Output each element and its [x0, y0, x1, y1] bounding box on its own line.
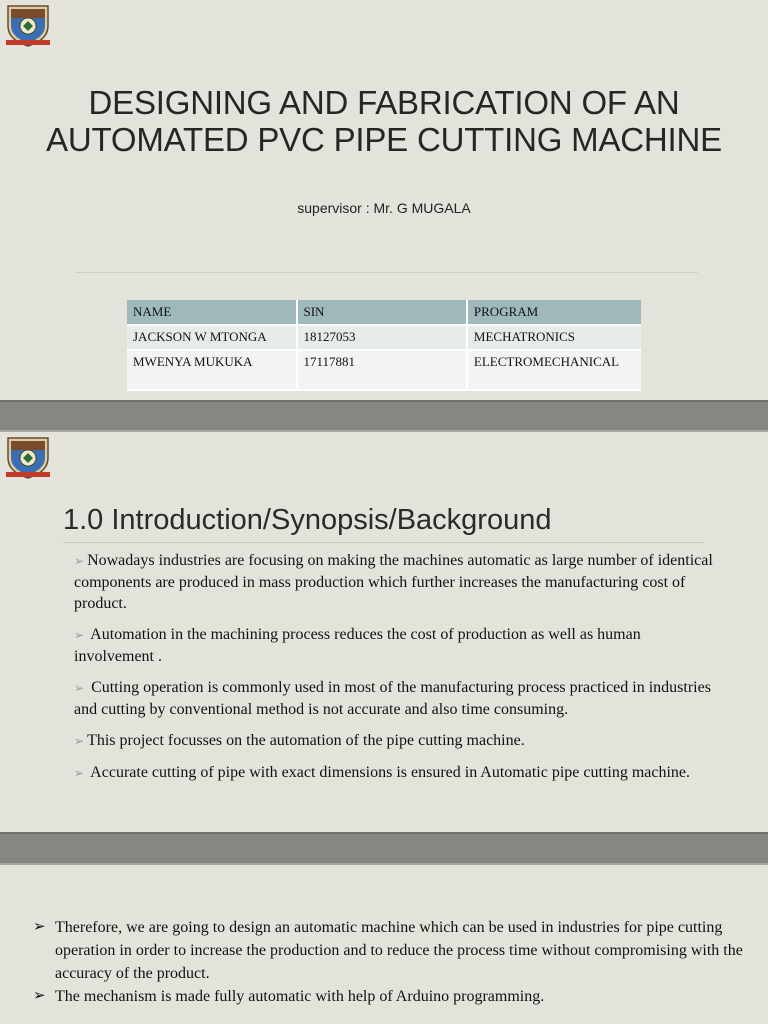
- arrow-bullet-icon: ➢: [74, 628, 85, 642]
- header-name: NAME: [127, 300, 297, 325]
- supervisor-label: supervisor : Mr. G MUGALA: [297, 200, 471, 216]
- list-item: ➢ Nowadays industries are focusing on making the machines automatic as large number of identical components are produced in mass production which further increases the manufacturing cost of product.: [74, 552, 713, 612]
- arrow-bullet-icon: ➢: [74, 734, 85, 748]
- divider: [63, 542, 703, 543]
- list-item: ➢ The mechanism is made fully automatic with help of Arduino programming.: [33, 985, 743, 1008]
- cell-name: JACKSON W MTONGA: [127, 325, 297, 350]
- list-item: ➢ Therefore, we are going to design an automatic machine which can be used in industries for pipe cutting operation in order to increase the production and to reduce the process time without compromising with the accuracy of the product.: [33, 916, 743, 985]
- list-item: ➢ This project focusses on the automation of the pipe cutting machine.: [74, 732, 525, 749]
- table-header-row: [127, 300, 641, 325]
- cell-sin: 18127053: [297, 325, 467, 350]
- list-item: ➢ Cutting operation is commonly used in most of the manufacturing process practiced in industries and cutting by conventional method is not accurate and also time consuming.: [74, 679, 711, 718]
- title-line-2: AUTOMATED PVC PIPE CUTTING MACHINE: [46, 121, 722, 158]
- title-line-1: DESIGNING AND FABRICATION OF AN: [88, 84, 680, 121]
- cell-name: MWENYA MUKUKA: [127, 350, 297, 390]
- cell-sin: 17117881: [297, 350, 467, 390]
- arrow-bullet-icon: ➢: [74, 681, 85, 695]
- arrow-bullet-icon: ➢: [33, 919, 46, 935]
- header-program: PROGRAM: [467, 300, 641, 325]
- title-slide: [0, 0, 768, 400]
- slide-title: [0, 84, 768, 158]
- introduction-slide: [0, 432, 768, 832]
- divider: [76, 272, 698, 273]
- continuation-bullet-list: [33, 916, 743, 1008]
- header-sin: SIN: [297, 300, 467, 325]
- slide-separator: [0, 400, 768, 432]
- university-crest-logo: [2, 434, 54, 480]
- continuation-slide: [0, 865, 768, 1024]
- table-row: [127, 325, 641, 350]
- university-crest-logo: [2, 2, 54, 48]
- arrow-bullet-icon: ➢: [74, 766, 85, 780]
- table-row: [127, 350, 641, 390]
- arrow-bullet-icon: ➢: [33, 988, 46, 1004]
- slide-separator: [0, 832, 768, 865]
- student-table: [127, 300, 641, 391]
- list-item: ➢ Automation in the machining process reduces the cost of production as well as human involvement .: [74, 626, 641, 665]
- intro-bullet-list: [74, 550, 724, 794]
- cell-program: MECHATRONICS: [467, 325, 641, 350]
- arrow-bullet-icon: ➢: [74, 554, 85, 568]
- list-item: ➢ Accurate cutting of pipe with exact dimensions is ensured in Automatic pipe cutting machine.: [74, 764, 691, 781]
- section-heading: 1.0 Introduction/Synopsis/Background: [63, 504, 552, 536]
- cell-program: ELECTROMECHANICAL: [467, 350, 641, 390]
